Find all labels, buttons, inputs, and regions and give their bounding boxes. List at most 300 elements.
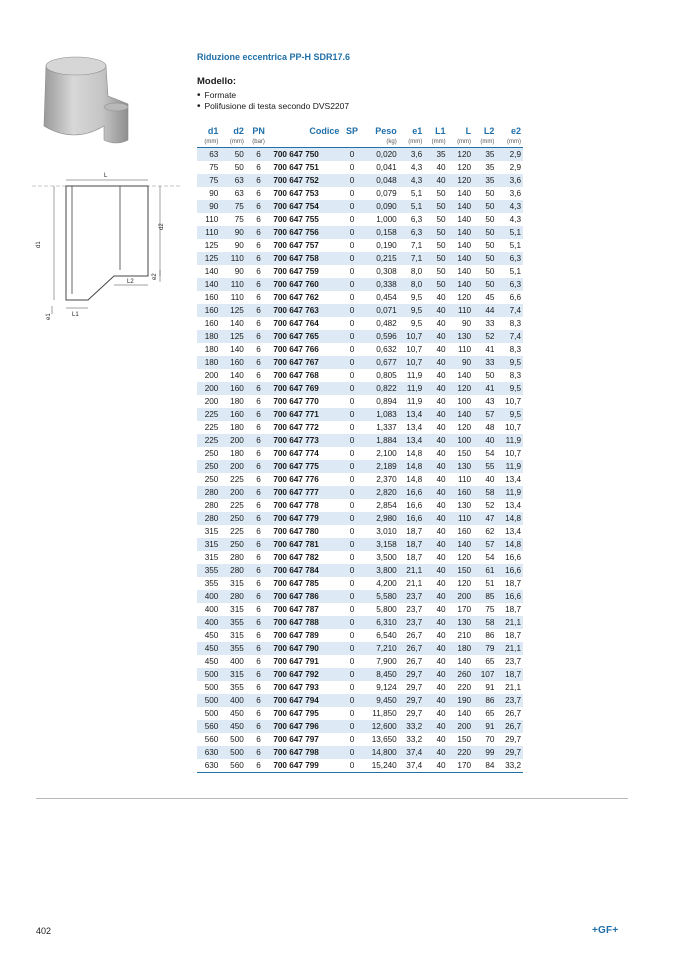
product-code-cell: 700 647 757 — [273, 241, 319, 250]
table-row — [197, 720, 523, 733]
table-cell: 40 — [436, 501, 446, 510]
table-cell: 280 — [197, 512, 220, 525]
table-cell: 130 — [448, 330, 473, 343]
product-code-cell: 700 647 775 — [271, 460, 341, 473]
product-code-cell: 700 647 778 — [273, 501, 319, 510]
table-cell: 0 — [349, 501, 355, 510]
table-row — [197, 655, 523, 668]
modello-label: Modello: — [197, 76, 237, 87]
table-cell: 50 — [473, 200, 496, 213]
table-cell: 2,189 — [363, 460, 399, 473]
table-cell: 40 — [436, 631, 446, 640]
table-cell: 14,8 — [399, 460, 424, 473]
column-header: d1 — [207, 126, 219, 136]
table-cell: 3,6 — [509, 189, 521, 198]
table-cell: 130 — [448, 460, 473, 473]
table-cell: 10,7 — [505, 449, 521, 458]
table-cell: 40 — [436, 657, 446, 666]
table-cell: 40 — [436, 449, 446, 458]
table-row — [197, 681, 523, 694]
table-cell: 50 — [473, 226, 496, 239]
table-cell: 0 — [349, 683, 355, 692]
table-cell: 40 — [436, 683, 446, 692]
table-cell: 200 — [197, 382, 220, 395]
table-cell: 50 — [485, 215, 495, 224]
table-row — [197, 213, 523, 226]
table-cell: 0 — [349, 605, 355, 614]
table-cell: 250 — [204, 449, 219, 458]
table-cell: 0 — [341, 460, 362, 473]
table-cell: 110 — [448, 304, 473, 317]
table-cell: 6,310 — [363, 616, 399, 629]
column-unit: (mm) — [473, 138, 496, 148]
product-code-cell: 700 647 758 — [271, 252, 341, 265]
page-number: 402 — [36, 926, 52, 936]
table-row — [197, 330, 523, 343]
table-cell: 200 — [448, 720, 473, 733]
table-cell: 0,020 — [363, 148, 399, 162]
table-row — [197, 499, 523, 512]
table-cell: 90 — [209, 189, 219, 198]
table-cell: 6,3 — [399, 226, 424, 239]
table-cell: 160 — [204, 319, 219, 328]
table-cell: 41 — [485, 345, 495, 354]
table-cell: 33 — [485, 319, 495, 328]
table-row — [197, 291, 523, 304]
table-cell: 75 — [485, 605, 495, 614]
table-row — [197, 369, 523, 382]
product-code-cell: 700 647 762 — [273, 293, 319, 302]
table-row — [197, 486, 523, 499]
column-unit: (bar) — [246, 138, 271, 148]
table-cell: 86 — [473, 694, 496, 707]
table-cell: 13,4 — [505, 527, 521, 536]
table-cell: 180 — [230, 449, 244, 458]
table-cell: 140 — [457, 189, 472, 198]
table-cell: 14,8 — [406, 475, 423, 484]
product-code-cell: 700 647 797 — [273, 735, 319, 744]
table-cell: 79 — [473, 642, 496, 655]
table-cell: 355 — [204, 579, 219, 588]
table-cell: 10,7 — [505, 423, 521, 432]
table-cell: 8,3 — [509, 319, 521, 328]
product-code-cell: 700 647 780 — [273, 527, 319, 536]
table-cell: 11,9 — [496, 434, 523, 447]
table-cell: 6 — [256, 501, 261, 510]
table-cell: 140 — [457, 371, 472, 380]
product-code-cell: 700 647 779 — [271, 512, 341, 525]
table-row — [197, 668, 523, 681]
table-unit-row — [197, 138, 523, 148]
table-cell: 14,8 — [496, 538, 523, 551]
table-cell: 150 — [457, 449, 472, 458]
table-cell: 6 — [256, 709, 261, 718]
table-row — [197, 252, 523, 265]
table-cell: 130 — [448, 616, 473, 629]
table-cell: 40 — [424, 382, 447, 395]
table-cell: 90 — [234, 241, 244, 250]
table-cell: 5,1 — [509, 267, 521, 276]
table-cell: 23,7 — [399, 590, 424, 603]
table-cell: 21,1 — [505, 683, 521, 692]
table-cell: 130 — [457, 501, 472, 510]
table-cell: 560 — [204, 735, 219, 744]
product-code-cell: 700 647 788 — [271, 616, 341, 629]
table-cell: 50 — [485, 189, 495, 198]
product-title: Riduzione eccentrica PP-H SDR17.6 — [197, 52, 351, 62]
dim-label-L2: L2 — [127, 279, 134, 285]
table-cell: 6 — [246, 720, 271, 733]
table-cell: 140 — [448, 252, 473, 265]
table-cell: 35 — [473, 174, 496, 187]
modello-list — [197, 90, 349, 111]
product-code-cell: 700 647 777 — [271, 486, 341, 499]
product-code-cell: 700 647 776 — [273, 475, 319, 484]
table-cell: 0 — [349, 215, 355, 224]
table-cell: 57 — [473, 408, 496, 421]
table-cell: 10,7 — [406, 345, 423, 354]
table-cell: 355 — [197, 564, 220, 577]
table-cell: 57 — [473, 538, 496, 551]
table-cell: 40 — [424, 538, 447, 551]
table-cell: 13,4 — [399, 434, 424, 447]
table-cell: 6 — [246, 694, 271, 707]
spec-table — [197, 124, 523, 773]
table-cell: 90 — [220, 226, 245, 239]
table-cell: 40 — [436, 553, 446, 562]
product-code-cell: 700 647 774 — [273, 449, 319, 458]
table-cell: 40 — [436, 475, 446, 484]
table-cell: 2,9 — [496, 148, 523, 162]
table-cell: 6 — [246, 759, 271, 773]
table-cell: 37,4 — [399, 746, 424, 759]
table-cell: 190 — [448, 694, 473, 707]
table-cell: 120 — [448, 174, 473, 187]
table-cell: 50 — [436, 267, 446, 276]
product-code-cell: 700 647 753 — [273, 189, 319, 198]
table-cell: 40 — [436, 293, 446, 302]
table-cell: 18,7 — [496, 668, 523, 681]
table-cell: 9,5 — [399, 304, 424, 317]
table-cell: 86 — [485, 631, 495, 640]
table-cell: 125 — [220, 330, 245, 343]
table-cell: 140 — [448, 538, 473, 551]
table-cell: 40 — [424, 408, 447, 421]
table-cell: 500 — [230, 735, 244, 744]
table-cell: 150 — [457, 735, 472, 744]
table-cell: 13,4 — [406, 423, 423, 432]
table-cell: 11,9 — [496, 486, 523, 499]
table-row — [197, 603, 523, 616]
table-cell: 12,600 — [363, 720, 399, 733]
table-cell: 50 — [485, 267, 495, 276]
table-cell: 0,338 — [363, 278, 399, 291]
table-cell: 120 — [457, 579, 472, 588]
table-cell: 0,090 — [363, 200, 399, 213]
column-unit: (mm) — [399, 138, 424, 148]
table-cell: 180 — [204, 345, 219, 354]
table-cell: 6 — [256, 605, 261, 614]
table-cell: 48 — [485, 423, 495, 432]
table-cell: 0 — [341, 538, 362, 551]
table-cell: 0,048 — [363, 174, 399, 187]
table-row — [197, 408, 523, 421]
product-code-cell: 700 647 786 — [271, 590, 341, 603]
table-cell: 0 — [341, 174, 362, 187]
table-cell: 16,6 — [496, 590, 523, 603]
table-cell: 65 — [485, 657, 495, 666]
table-row — [197, 759, 523, 773]
table-cell: 3,500 — [376, 553, 397, 562]
table-cell: 1,337 — [376, 423, 397, 432]
table-cell: 23,7 — [496, 694, 523, 707]
table-cell: 21,1 — [406, 579, 423, 588]
table-cell: 200 — [204, 371, 219, 380]
table-row — [197, 512, 523, 525]
table-cell: 0,079 — [376, 189, 397, 198]
table-cell: 6 — [246, 564, 271, 577]
table-cell: 160 — [448, 486, 473, 499]
table-cell: 120 — [448, 382, 473, 395]
product-code-cell: 700 647 791 — [273, 657, 319, 666]
table-cell: 2,980 — [363, 512, 399, 525]
table-cell: 500 — [197, 694, 220, 707]
table-cell: 16,6 — [496, 564, 523, 577]
table-cell: 4,3 — [496, 200, 523, 213]
table-cell: 11,9 — [399, 382, 424, 395]
table-row — [197, 317, 523, 330]
table-cell: 40 — [436, 579, 446, 588]
table-row — [197, 434, 523, 447]
table-cell: 6 — [246, 278, 271, 291]
table-cell: 0,482 — [376, 319, 397, 328]
column-header: Peso — [375, 126, 397, 136]
table-cell: 450 — [220, 720, 245, 733]
table-cell: 0 — [349, 293, 355, 302]
table-cell: 0,308 — [376, 267, 397, 276]
table-cell: 107 — [473, 668, 496, 681]
table-cell: 0 — [341, 408, 362, 421]
table-cell: 4,3 — [509, 215, 521, 224]
table-cell: 200 — [448, 590, 473, 603]
table-cell: 140 — [197, 278, 220, 291]
table-cell: 6 — [256, 553, 261, 562]
table-cell: 400 — [220, 694, 245, 707]
table-cell: 140 — [230, 371, 244, 380]
product-code-cell: 700 647 763 — [271, 304, 341, 317]
table-cell: 62 — [485, 527, 495, 536]
table-cell: 260 — [448, 668, 473, 681]
table-cell: 150 — [448, 564, 473, 577]
table-cell: 0 — [349, 553, 355, 562]
table-cell: 5,1 — [509, 241, 521, 250]
table-row — [197, 694, 523, 707]
table-cell: 315 — [204, 553, 219, 562]
column-unit — [341, 138, 362, 148]
table-cell: 40 — [436, 423, 446, 432]
table-cell: 40 — [424, 642, 447, 655]
table-cell: 50 — [424, 226, 447, 239]
table-cell: 400 — [197, 590, 220, 603]
table-cell: 140 — [457, 709, 472, 718]
table-cell: 0 — [341, 759, 362, 773]
table-cell: 200 — [204, 397, 219, 406]
table-cell: 1,083 — [363, 408, 399, 421]
table-cell: 75 — [220, 200, 245, 213]
table-cell: 16,6 — [406, 501, 423, 510]
table-cell: 40 — [436, 605, 446, 614]
table-cell: 6,6 — [509, 293, 521, 302]
table-cell: 6 — [246, 200, 271, 213]
product-code-cell: 700 647 754 — [271, 200, 341, 213]
column-header: L1 — [435, 126, 446, 136]
table-cell: 33,2 — [406, 735, 423, 744]
table-cell: 500 — [204, 683, 219, 692]
table-cell: 47 — [473, 512, 496, 525]
table-cell: 0 — [349, 735, 355, 744]
table-cell: 15,240 — [363, 759, 399, 773]
table-cell: 33,2 — [496, 759, 523, 773]
table-cell: 29,7 — [406, 709, 423, 718]
table-cell: 70 — [485, 735, 495, 744]
table-row — [197, 577, 523, 590]
table-cell: 6 — [246, 252, 271, 265]
table-cell: 8,0 — [410, 267, 423, 276]
table-cell: 210 — [457, 631, 472, 640]
table-cell: 3,158 — [363, 538, 399, 551]
table-cell: 2,820 — [363, 486, 399, 499]
table-cell: 54 — [485, 553, 495, 562]
table-cell: 6 — [256, 397, 261, 406]
table-cell: 7,1 — [410, 241, 423, 250]
column-unit — [271, 138, 341, 148]
table-cell: 2,854 — [376, 501, 397, 510]
table-cell: 3,800 — [363, 564, 399, 577]
table-cell: 140 — [204, 267, 219, 276]
table-cell: 0 — [341, 382, 362, 395]
table-cell: 220 — [448, 746, 473, 759]
table-cell: 40 — [424, 564, 447, 577]
table-cell: 225 — [230, 527, 244, 536]
product-code-cell: 700 647 781 — [271, 538, 341, 551]
table-cell: 0 — [341, 304, 362, 317]
table-cell: 8,0 — [399, 278, 424, 291]
table-cell: 6 — [256, 241, 261, 250]
table-cell: 35 — [473, 148, 496, 162]
table-cell: 160 — [220, 408, 245, 421]
table-cell: 9,124 — [376, 683, 397, 692]
product-code-cell: 700 647 782 — [273, 553, 319, 562]
table-cell: 40 — [485, 475, 495, 484]
column-header: L2 — [483, 126, 495, 136]
table-cell: 6 — [256, 319, 261, 328]
table-cell: 3,010 — [376, 527, 397, 536]
table-cell: 110 — [458, 475, 472, 484]
dim-label-e2: e2 — [152, 273, 158, 280]
table-cell: 6 — [246, 408, 271, 421]
table-cell: 6 — [256, 345, 261, 354]
table-cell: 52 — [473, 330, 496, 343]
table-cell: 6 — [256, 683, 261, 692]
table-cell: 0,454 — [376, 293, 397, 302]
table-cell: 0 — [341, 564, 362, 577]
table-cell: 400 — [197, 616, 220, 629]
column-unit: (mm) — [220, 138, 245, 148]
table-row — [197, 707, 523, 720]
table-cell: 18,7 — [505, 631, 521, 640]
table-cell: 0 — [349, 527, 355, 536]
table-cell: 40 — [424, 512, 447, 525]
column-unit: (mm) — [448, 138, 473, 148]
table-cell: 26,7 — [399, 642, 424, 655]
table-row — [197, 525, 523, 538]
table-cell: 50 — [473, 278, 496, 291]
table-cell: 0,632 — [376, 345, 397, 354]
table-cell: 23,7 — [406, 605, 423, 614]
table-row — [197, 239, 523, 252]
table-cell: 225 — [230, 501, 244, 510]
table-cell: 63 — [197, 148, 220, 162]
table-row — [197, 473, 523, 486]
table-cell: 0,041 — [376, 163, 397, 172]
table-cell: 400 — [204, 605, 219, 614]
table-cell: 50 — [424, 252, 447, 265]
table-cell: 0 — [341, 694, 362, 707]
table-cell: 0 — [349, 475, 355, 484]
table-cell: 0,215 — [363, 252, 399, 265]
table-cell: 50 — [436, 189, 446, 198]
table-cell: 13,4 — [505, 501, 521, 510]
table-row — [197, 265, 523, 278]
product-code-cell: 700 647 785 — [273, 579, 319, 588]
table-row — [197, 551, 523, 564]
table-cell: 0 — [341, 226, 362, 239]
table-cell: 140 — [457, 241, 472, 250]
table-cell: 140 — [457, 267, 472, 276]
table-cell: 40 — [424, 590, 447, 603]
table-cell: 13,4 — [399, 408, 424, 421]
table-cell: 3,6 — [496, 174, 523, 187]
table-cell: 91 — [485, 683, 495, 692]
table-row — [197, 421, 523, 434]
table-cell: 6 — [246, 174, 271, 187]
table-cell: 9,5 — [496, 382, 523, 395]
table-cell: 16,6 — [399, 486, 424, 499]
product-code-cell: 700 647 771 — [271, 408, 341, 421]
fitting-photo — [36, 52, 140, 146]
table-cell: 0 — [341, 616, 362, 629]
table-cell: 6 — [246, 356, 271, 369]
table-row — [197, 733, 523, 746]
table-cell: 51 — [485, 579, 495, 588]
table-cell: 52 — [485, 501, 495, 510]
table-cell: 40 — [436, 397, 446, 406]
table-cell: 6 — [256, 475, 261, 484]
table-cell: 0 — [349, 449, 355, 458]
table-cell: 11,850 — [372, 709, 397, 718]
table-cell: 85 — [473, 590, 496, 603]
column-header: PN — [252, 126, 265, 136]
table-cell: 180 — [230, 423, 244, 432]
product-code-cell: 700 647 796 — [271, 720, 341, 733]
table-cell: 450 — [204, 631, 219, 640]
table-cell: 18,7 — [406, 553, 423, 562]
table-cell: 225 — [197, 408, 220, 421]
table-cell: 13,650 — [371, 735, 397, 744]
table-cell: 6 — [256, 631, 261, 640]
table-cell: 14,800 — [363, 746, 399, 759]
table-cell: 33 — [473, 356, 496, 369]
